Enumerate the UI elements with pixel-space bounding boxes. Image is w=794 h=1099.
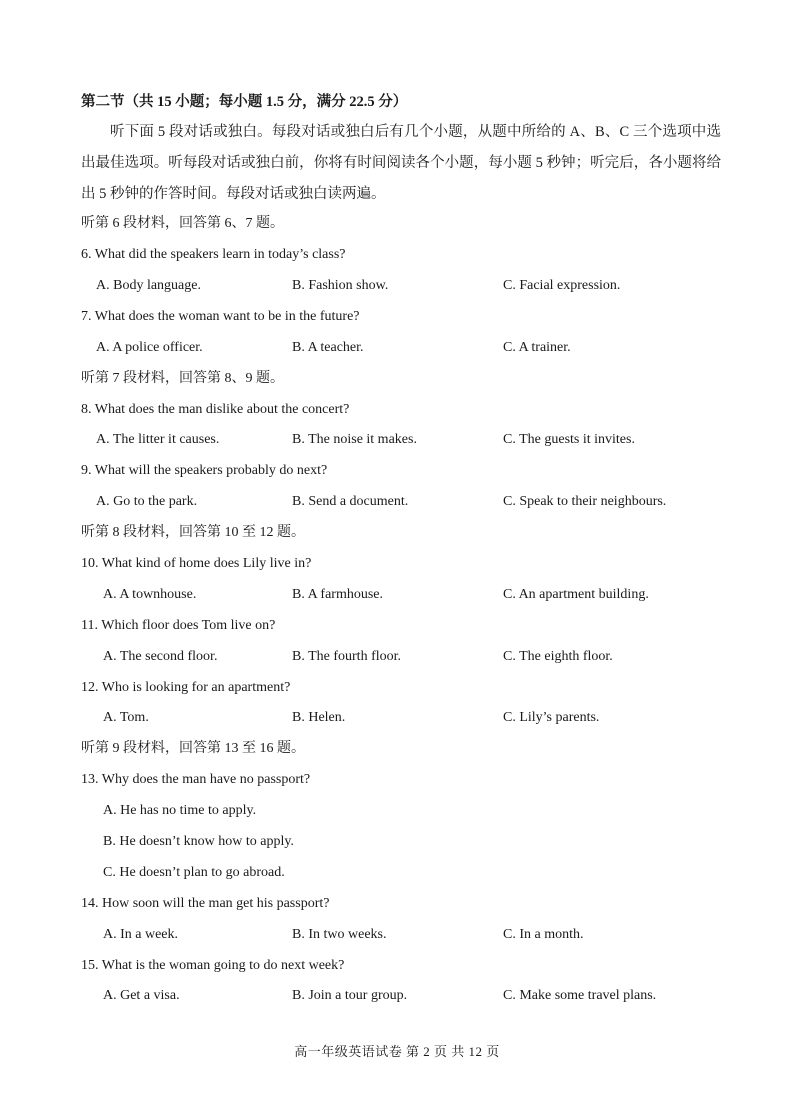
question-15-option-a: A. Get a visa. [103,988,180,1003]
question-8-stem: 8. What does the man dislike about the concert? [81,402,350,417]
question-14-option-b: B. In two weeks. [292,927,387,942]
question-12-option-b: B. Helen. [292,710,346,725]
question-13-stem: 13. Why does the man have no passport? [81,772,311,787]
question-15-option-c: C. Make some travel plans. [503,988,657,1003]
question-12-stem: 12. Who is looking for an apartment? [81,680,291,695]
material-6-label: 听第 6 段材料，回答第 6、7 题。 [81,216,284,231]
question-13-option-a: A. He has no time to apply. [103,803,257,818]
question-14-option-c: C. In a month. [503,927,584,942]
question-7-stem: 7. What does the woman want to be in the future? [81,309,360,324]
question-8-option-a: A. The litter it causes. [96,432,220,447]
question-9-stem: 9. What will the speakers probably do next? [81,463,328,478]
question-15-option-b: B. Join a tour group. [292,988,408,1003]
question-9-option-c: C. Speak to their neighbours. [503,494,667,509]
instructions-paragraph: 听下面 5 段对话或独白。每段对话或独白后有几个小题，从题中所给的 A、B、C 三个选项中选出最佳选项。听每段对话或独白前，你将有时间阅读各个小题，每小题 5 秒钟；听完后，各小题将给出 5 秒钟的作答时间。每段对话或独白读两遍。 [81,124,721,202]
question-9-option-b: B. Send a document. [292,494,409,509]
question-6-option-a: A. Body language. [96,278,201,293]
question-14-option-a: A. In a week. [103,927,179,942]
question-8-option-c: C. The guests it invites. [503,432,635,447]
question-10-option-a: A. A townhouse. [103,587,197,602]
question-11-option-b: B. The fourth floor. [292,649,402,664]
question-6-option-c: C. Facial expression. [503,278,621,293]
question-10-option-c: C. An apartment building. [503,587,649,602]
question-8-option-b: B. The noise it makes. [292,432,417,447]
question-13-option-b: B. He doesn’t know how to apply. [103,834,294,849]
material-7-label: 听第 7 段材料，回答第 8、9 题。 [81,371,284,386]
page-footer: 高一年级英语试卷 第 2 页 共 12 页 [294,1044,500,1059]
material-9-label: 听第 9 段材料，回答第 13 至 16 题。 [81,741,305,756]
question-6-stem: 6. What did the speakers learn in today’s class? [81,247,346,262]
question-12-option-c: C. Lily’s parents. [503,710,600,725]
question-15-stem: 15. What is the woman going to do next week? [81,958,345,973]
question-14-stem: 14. How soon will the man get his passport? [81,896,330,911]
question-6-option-b: B. Fashion show. [292,278,389,293]
question-7-option-a: A. A police officer. [96,340,203,355]
question-10-stem: 10. What kind of home does Lily live in? [81,556,312,571]
question-10-option-b: B. A farmhouse. [292,587,383,602]
question-12-option-a: A. Tom. [103,710,149,725]
question-11-option-a: A. The second floor. [103,649,218,664]
question-13-option-c: C. He doesn’t plan to go abroad. [103,865,285,880]
question-11-stem: 11. Which floor does Tom live on? [81,618,276,633]
question-11-option-c: C. The eighth floor. [503,649,613,664]
question-9-option-a: A. Go to the park. [96,494,198,509]
section-heading: 第二节（共 15 小题；每小题 1.5 分，满分 22.5 分） [81,94,408,110]
question-7-option-b: B. A teacher. [292,340,364,355]
question-7-option-c: C. A trainer. [503,340,571,355]
material-8-label: 听第 8 段材料，回答第 10 至 12 题。 [81,525,305,540]
